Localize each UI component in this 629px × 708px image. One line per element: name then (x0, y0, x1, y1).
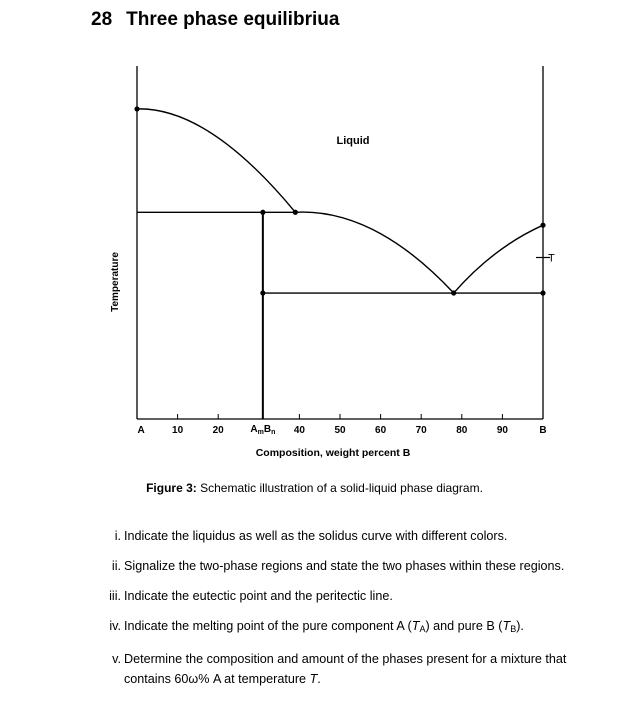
task-item (105, 526, 605, 546)
x-tick-label: 10 (172, 425, 184, 436)
x-tick-label: 90 (496, 425, 508, 436)
task-text: Indicate the melting point of the pure component A ( (124, 619, 412, 633)
x-tick-label: 60 (375, 425, 387, 436)
figure-caption (0, 481, 629, 495)
task-item (105, 586, 605, 606)
task-marker: iv. (109, 619, 121, 633)
task-item (105, 616, 605, 639)
task-list (105, 526, 605, 699)
point-eutectic-left (260, 290, 265, 295)
point-eutectic (451, 290, 456, 295)
task-text: Indicate the liquidus as well as the solidus curve with different colors. (124, 529, 508, 543)
task-text: Indicate the eutectic point and the peritectic line. (124, 589, 393, 603)
x-axis-label: Composition, weight percent B (255, 447, 411, 459)
point-peritectic-liquid (293, 210, 298, 215)
x-end-label-a: A (137, 425, 145, 436)
task-var: T (502, 619, 511, 633)
compound-label-a: A (250, 424, 258, 435)
task-text: Determine the composition and amount of the phases present for a mixture that contains 60ω% A at temperature (124, 652, 567, 686)
temperature-marker-label: T (548, 252, 555, 265)
x-tick-label: 70 (415, 425, 427, 436)
task-var: T (411, 619, 420, 633)
compound-label-b: B (263, 424, 272, 435)
section-number: 28 (91, 9, 113, 30)
task-marker: iii. (109, 589, 121, 603)
task-text: ) and pure B ( (425, 619, 503, 633)
x-end-label-b: B (539, 425, 547, 436)
task-marker: i. (114, 529, 121, 543)
task-item (105, 649, 605, 689)
x-axis-ticks (172, 414, 508, 436)
figure-label: Figure 3: (146, 481, 197, 495)
task-marker: ii. (111, 559, 121, 573)
task-text: . (317, 672, 321, 686)
x-tick-label: 80 (456, 425, 468, 436)
compound-label (250, 424, 275, 436)
section-title: Three phase equilibriua (126, 9, 340, 30)
y-axis-label: Temperature (110, 252, 121, 312)
point-melting-b (540, 223, 545, 228)
task-text: Signalize the two-phase regions and state the two phases within these regions. (124, 559, 565, 573)
figure-caption-text: Schematic illustration of a solid-liquid phase diagram. (200, 481, 483, 495)
task-var: T (309, 672, 318, 686)
x-tick-label: 20 (212, 425, 224, 436)
compound-label-m: m (257, 429, 264, 436)
task-subscript: A (419, 624, 426, 634)
point-eutectic-right (540, 290, 545, 295)
point-melting-a (134, 106, 139, 111)
task-marker: v. (112, 652, 121, 666)
point-peritectic-compound (260, 210, 265, 215)
liquidus-b-curve (454, 225, 543, 293)
task-item (105, 556, 605, 576)
x-tick-label: 50 (334, 425, 346, 436)
liquidus-middle-curve (295, 212, 453, 293)
liquidus-a-curve (137, 109, 295, 212)
x-tick-label: 40 (293, 425, 305, 436)
region-label-liquid: Liquid (336, 135, 370, 147)
task-text: ). (516, 619, 524, 633)
compound-label-n: n (271, 429, 276, 436)
task-subscript: B (510, 624, 517, 634)
